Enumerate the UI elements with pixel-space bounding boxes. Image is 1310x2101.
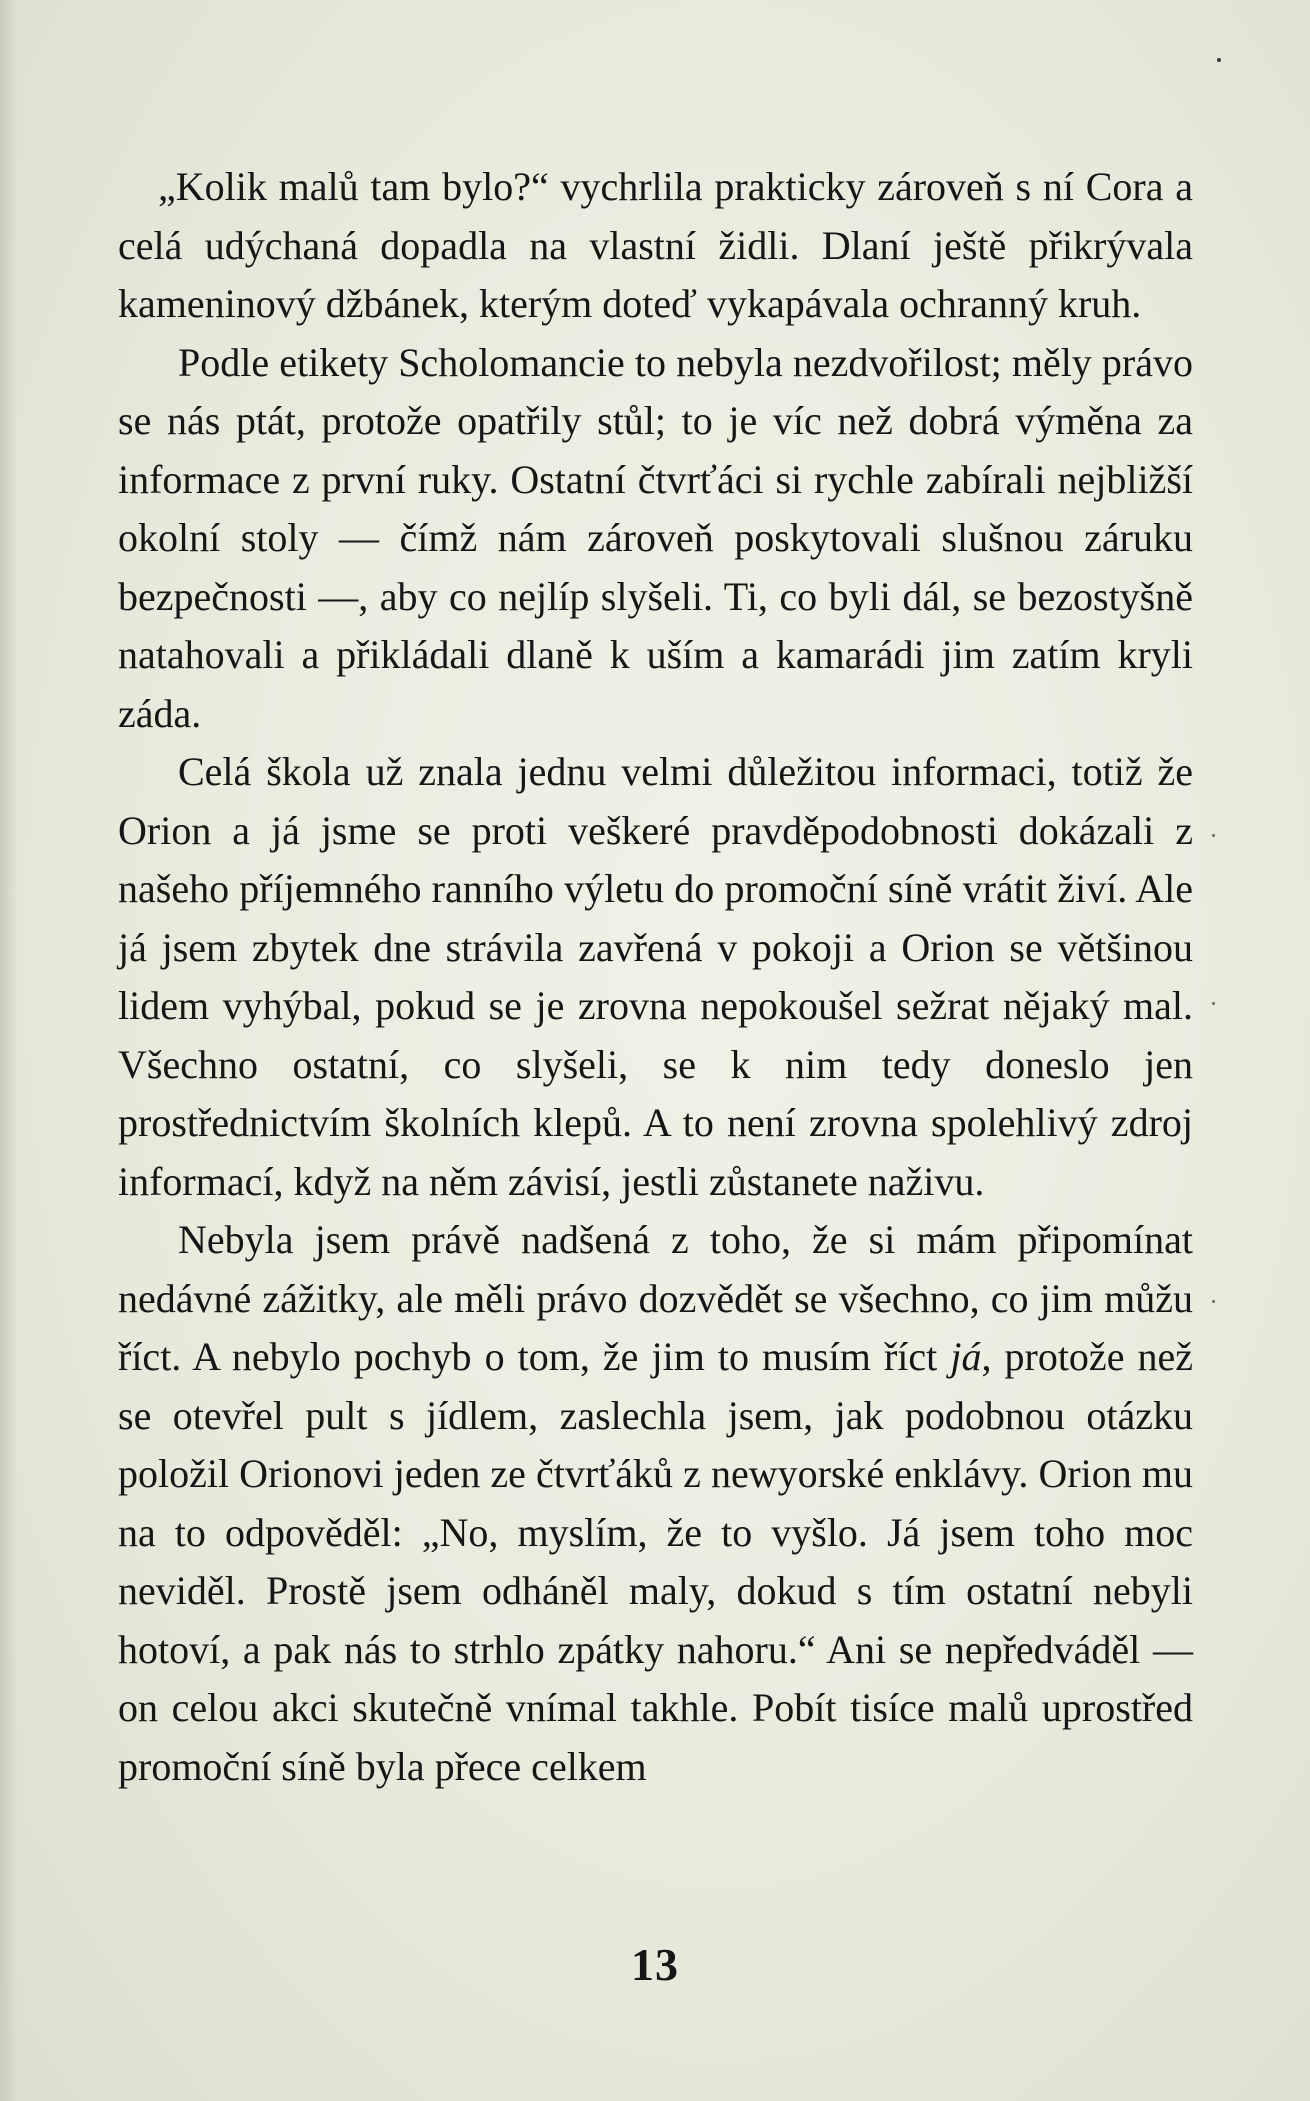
paragraph-4-text-start: Nebyla jsem právě nadšená z toho, že si mám připomínat nedávné zážitky, ale měli právo dozvědět se všechno, co jim můžu říct. A nebylo pochyb o tom, že jim to musím říct bbox=[118, 1217, 1193, 1379]
paragraph-4-italic-word: já bbox=[950, 1334, 982, 1379]
paragraph-4 bbox=[118, 1211, 1193, 1796]
page-number: 13 bbox=[631, 1939, 679, 1990]
paragraph-3: Celá škola už znala jednu velmi důležitou informaci, totiž že Orion a já jsme se proti veškeré pravděpodobnosti dokázali z našeho příjemného ranního výletu do promoční síně vrátit živí. Ale já jsem zbytek dne strávila zavřená v pokoji a Orion se většinou lidem vyhýbal, pokud se je zrovna nepokoušel sežrat nějaký mal. Všechno ostatní, co slyšeli, se k nim tedy doneslo jen prostřednictvím školních klepů. A to není zrovna spolehlivý zdroj informací, když na něm závisí, jestli zůstanete naživu. bbox=[118, 749, 1193, 1204]
paper-speck bbox=[1212, 834, 1215, 837]
body-text bbox=[118, 158, 1193, 1796]
paragraph-2: Podle etikety Scholomancie to nebyla nezdvořilost; měly právo se nás ptát, protože opatřily stůl; to je víc než dobrá výměna za informace z první ruky. Ostatní čtvrťáci si rychle zabírali nejbližší okolní stoly — čímž nám zároveň poskytovali slušnou záruku bezpečnosti —, aby co nejlíp slyšeli. Ti, co byli dál, se bezostyšně natahovali a přikládali dlaně k uším a kamarádi jim zatím kryli záda. bbox=[118, 339, 1193, 736]
paper-speck bbox=[1212, 1300, 1215, 1303]
paragraph-1: „Kolik malů tam bylo?“ vychrlila prakticky zároveň s ní Cora a celá udýchaná dopadla na vlastní židli. Dlaní ještě přikrývala kameninový džbánek, kterým doteď vykapávala ochranný kruh. bbox=[118, 164, 1193, 326]
paper-speck bbox=[1212, 1002, 1215, 1005]
paper-speck bbox=[1217, 58, 1221, 62]
paragraph-4-text-end: , protože než se otevřel pult s jídlem, zaslechla jsem, jak podobnou otázku položil Orionovi jeden ze čtvrťáků z newyorské enklávy. Orion mu na to odpověděl: „No, myslím, že to vyšlo. Já jsem toho moc neviděl. Prostě jsem odháněl maly, dokud s tím ostatní nebyli hotoví, a pak nás to strhlo zpátky nahoru.“ Ani se nepředváděl — on celou akci skutečně vnímal takhle. Pobít tisíce malů uprostřed promoční síně byla přece celkem bbox=[118, 1334, 1193, 1789]
page-gutter-shadow bbox=[0, 0, 18, 2101]
